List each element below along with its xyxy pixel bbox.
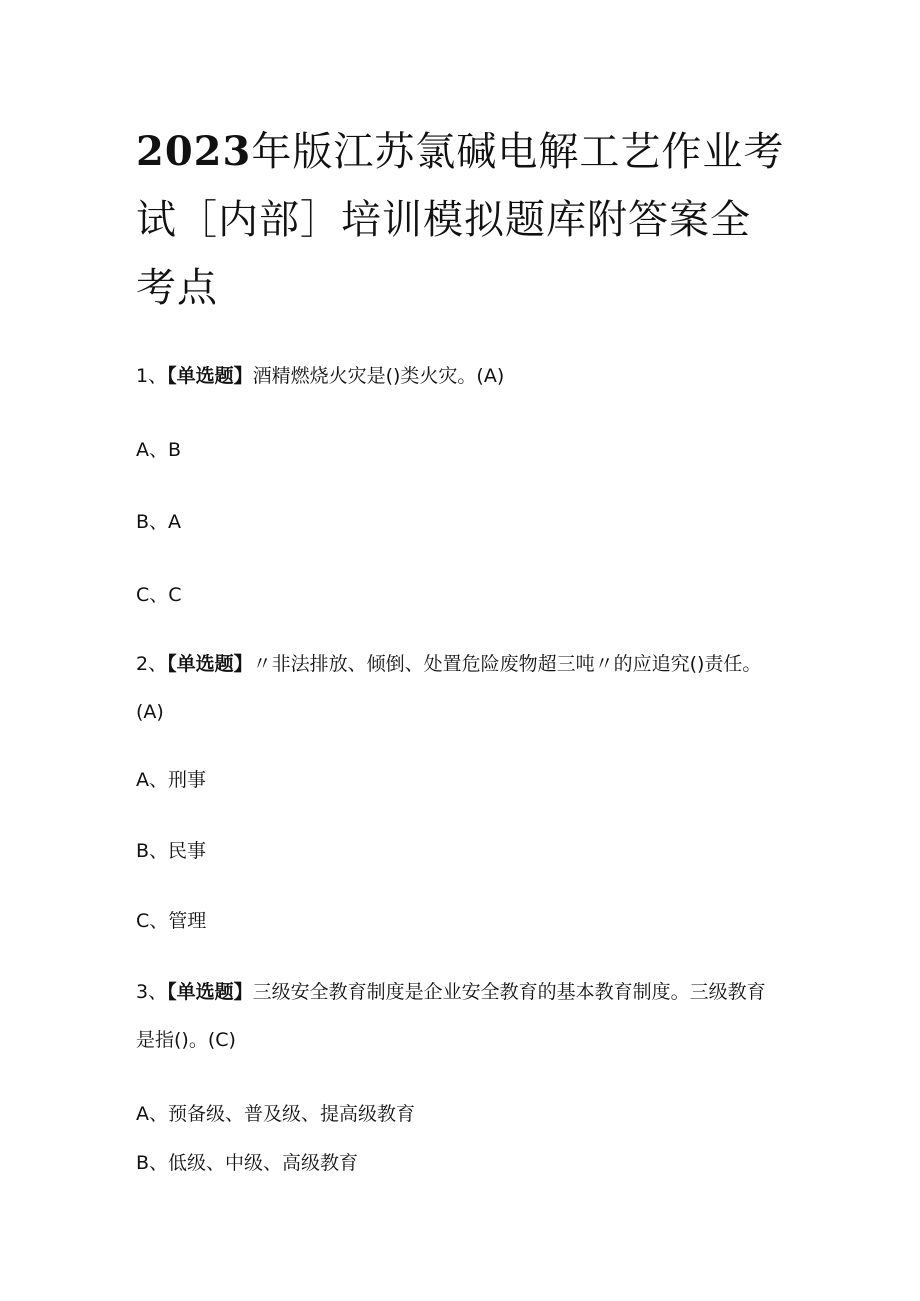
question-text: 酒精燃烧火灾是()类火灾。(A) (252, 365, 505, 387)
question-1 (136, 364, 504, 388)
question-2-option-a: A、刑事 (136, 769, 206, 791)
question-3-option-b: B、低级、中级、高级教育 (136, 1152, 359, 1174)
question-2-option-b: B、民事 (136, 840, 207, 862)
title-text: 年版江苏氯碱电解工艺作业考试［内部］培训模拟题库附答案全考点 (136, 129, 785, 311)
question-1-option-c: C、C (136, 584, 182, 606)
question-2 (136, 640, 776, 736)
question-3 (136, 968, 776, 1064)
question-text: 〃非法排放、倾倒、处置危险废物超三吨〃的应追究()责任。(A) (136, 653, 762, 723)
question-text: 三级安全教育制度是企业安全教育的基本教育制度。三级教育是指()。(C) (136, 981, 766, 1051)
question-1-option-a: A、B (136, 439, 182, 461)
question-3-option-a: A、预备级、普及级、提高级教育 (136, 1103, 415, 1125)
question-number: 2、 (136, 653, 168, 675)
title-year: 2023 (136, 128, 252, 175)
question-2-option-c: C、管理 (136, 910, 207, 932)
question-1-option-b: B、A (136, 511, 182, 533)
question-number: 3、 (136, 981, 168, 1003)
question-type-tag: 【单选题】 (167, 365, 253, 387)
question-type-tag: 【单选题】 (167, 653, 253, 675)
question-type-tag: 【单选题】 (167, 981, 253, 1003)
question-number: 1、 (136, 365, 168, 387)
document-title (136, 118, 786, 322)
